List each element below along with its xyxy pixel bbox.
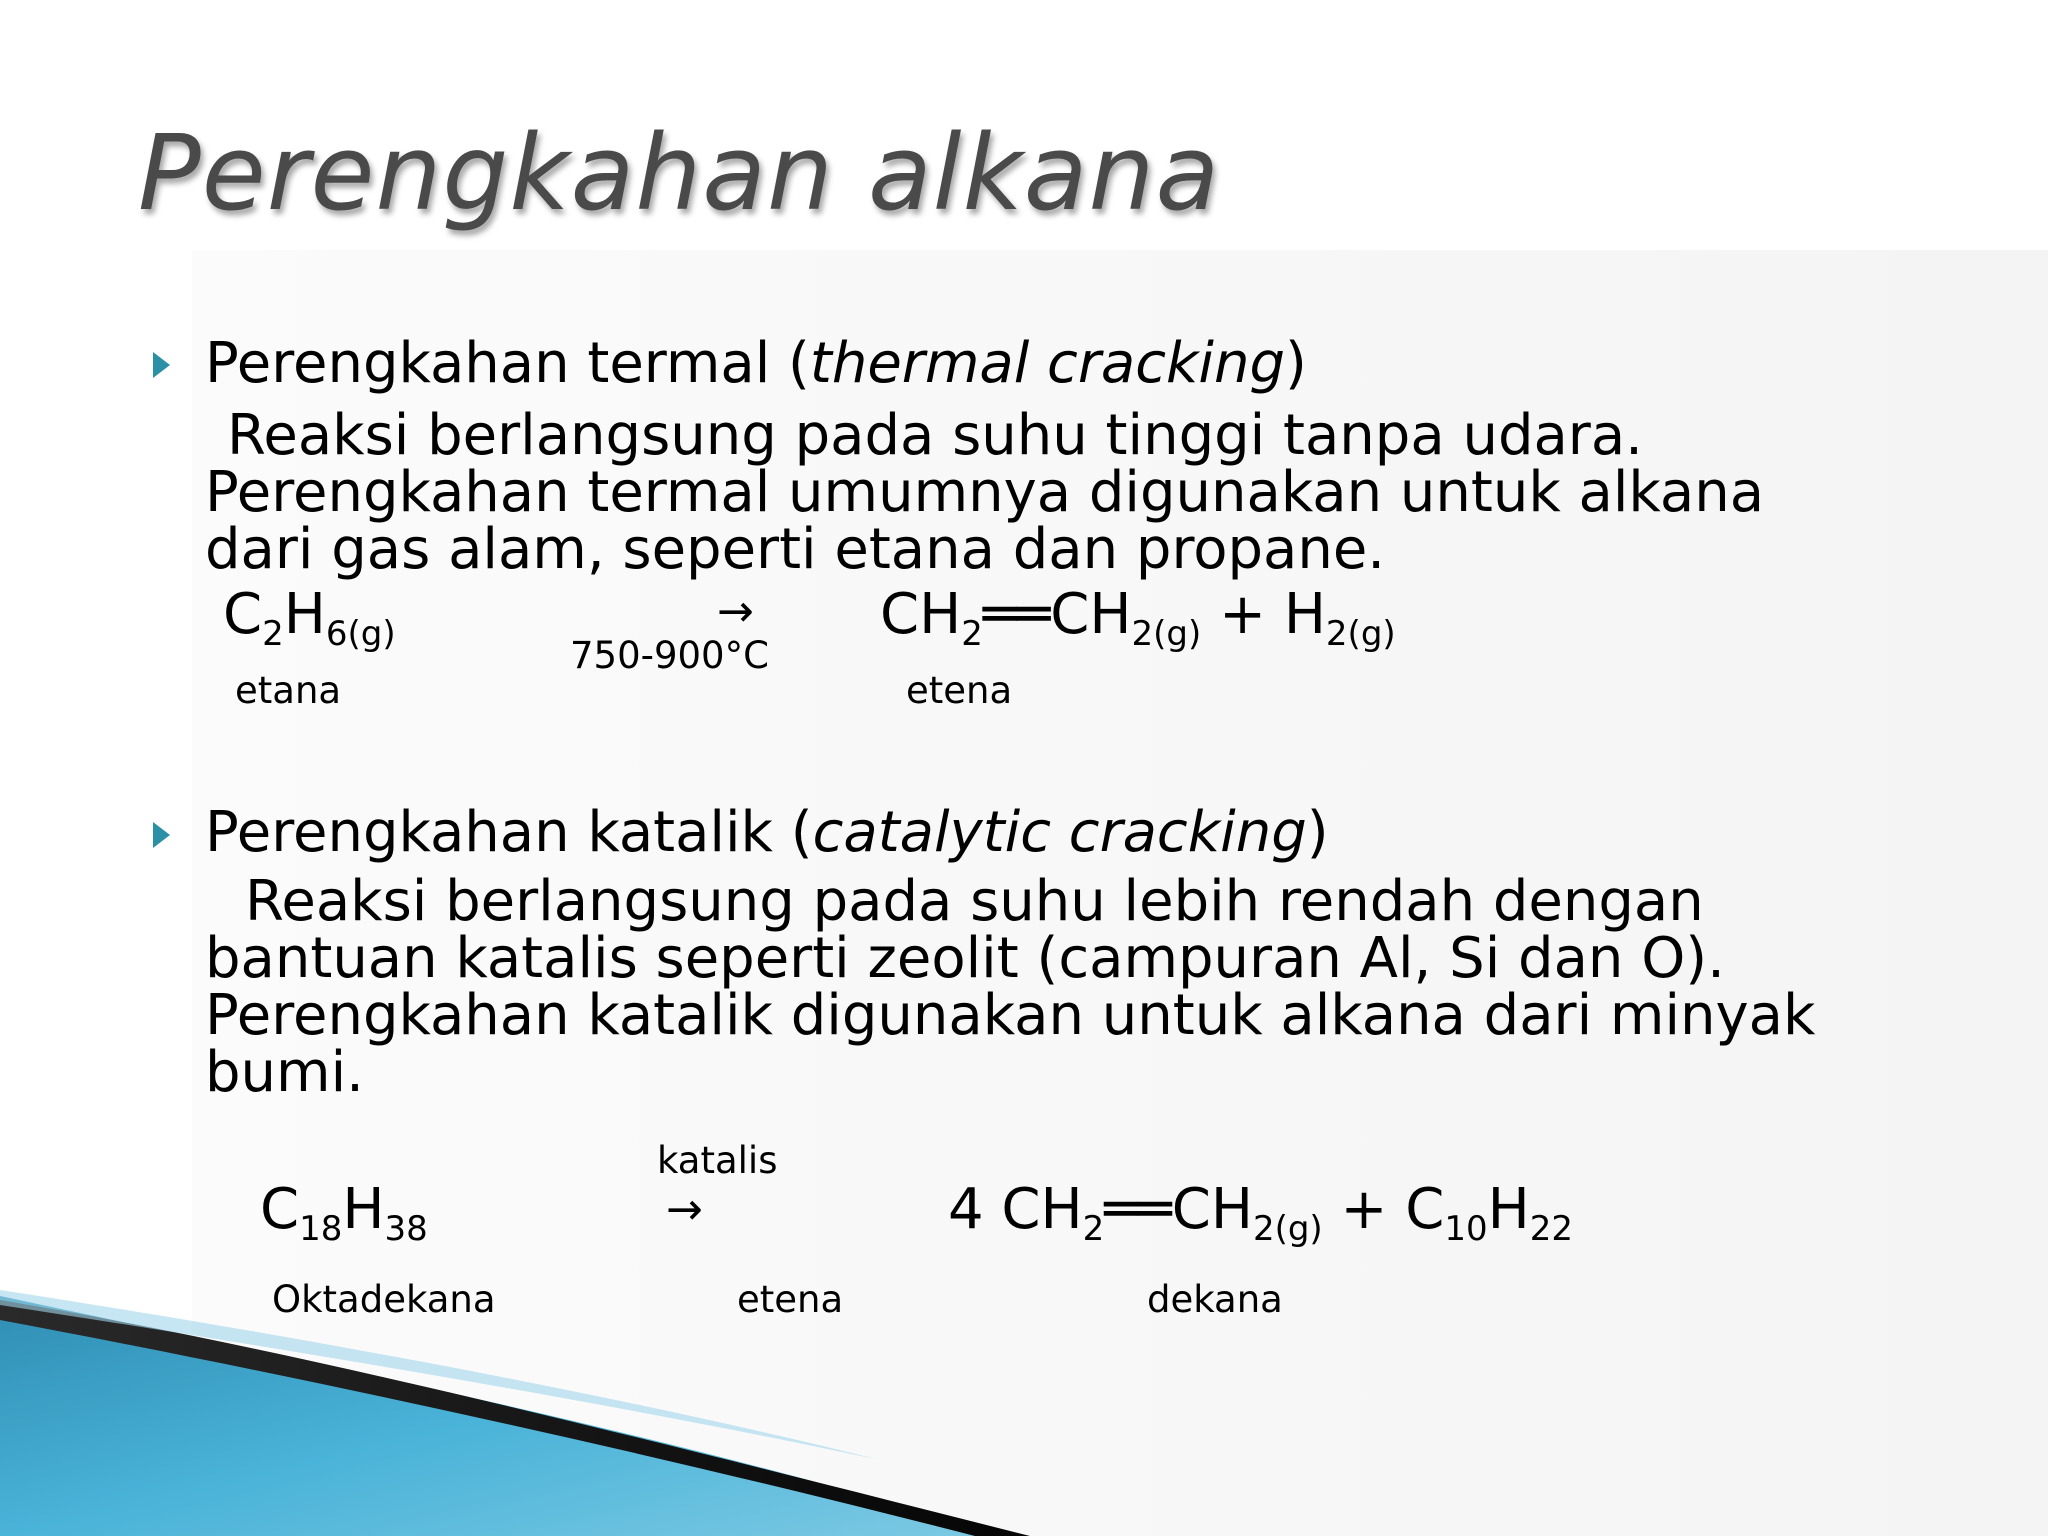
para-line: Perengkahan katalik digunakan untuk alkana dari minyak — [205, 983, 1816, 1048]
double-bond: ══ — [982, 582, 1051, 647]
double-bond: ══ — [1104, 1177, 1172, 1242]
para-line: dari gas alam, seperti etana dan propane. — [205, 517, 1386, 582]
heading-close: ) — [1306, 800, 1329, 865]
reaction-condition: 750-900°C — [570, 634, 769, 677]
label-oktadekana: Oktadekana — [272, 1278, 496, 1321]
label-etena: etena — [737, 1278, 844, 1321]
eq-symbol: C — [1405, 1177, 1445, 1242]
eq-symbol: H — [1283, 582, 1326, 647]
eq-subscript: 2 — [262, 614, 284, 654]
heading-italic-text: catalytic cracking — [812, 800, 1307, 865]
para-line: bumi. — [205, 1040, 364, 1105]
heading-italic-text: thermal cracking — [809, 331, 1286, 396]
eq-symbol: CH — [880, 582, 962, 647]
heading-text: Perengkahan katalik ( — [205, 800, 813, 865]
label-etena: etena — [906, 669, 1013, 712]
plus-sign: + — [1219, 582, 1266, 647]
eq-symbol: C — [223, 582, 263, 647]
heading-text: Perengkahan termal ( — [205, 331, 810, 396]
eq-subscript: 2(g) — [1325, 614, 1396, 654]
reaction-condition: katalis — [657, 1139, 778, 1182]
eq-symbol: 4 CH — [948, 1177, 1083, 1242]
label-dekana: dekana — [1147, 1278, 1283, 1321]
eq-subscript: 18 — [299, 1209, 343, 1249]
eq-symbol: H — [342, 1177, 385, 1242]
eq-subscript: 2(g) — [1131, 614, 1202, 654]
eq-symbol: H — [1487, 1177, 1530, 1242]
eq-subscript: 10 — [1444, 1209, 1488, 1249]
eq-subscript: 6(g) — [325, 614, 396, 654]
reaction-arrow-icon: → — [666, 1184, 703, 1235]
heading-close: ) — [1285, 331, 1307, 396]
para-line: bantuan katalis seperti zeolit (campuran Al, Si dan O). — [205, 926, 1725, 991]
label-etana: etana — [235, 669, 342, 712]
para-line: Perengkahan termal umumnya digunakan untuk alkana — [205, 460, 1765, 525]
eq-subscript: 2 — [961, 614, 983, 654]
eq-subscript: 38 — [384, 1209, 428, 1249]
para-line: Reaksi berlangsung pada suhu lebih rendah dengan — [245, 869, 1704, 934]
eq-subscript: 22 — [1529, 1209, 1573, 1249]
reaction-arrow-icon: → — [717, 586, 754, 637]
eq-subscript: 2 — [1082, 1209, 1105, 1249]
eq-symbol: H — [283, 582, 326, 647]
para-line: Reaksi berlangsung pada suhu tinggi tanpa udara. — [227, 403, 1643, 468]
plus-sign: + — [1340, 1177, 1388, 1242]
eq-symbol: CH — [1171, 1177, 1253, 1242]
slide-title: Perengkahan alkana — [138, 112, 1221, 234]
eq-subscript: 2(g) — [1252, 1209, 1323, 1249]
eq-symbol: CH — [1050, 582, 1132, 647]
eq-symbol: C — [260, 1177, 300, 1242]
